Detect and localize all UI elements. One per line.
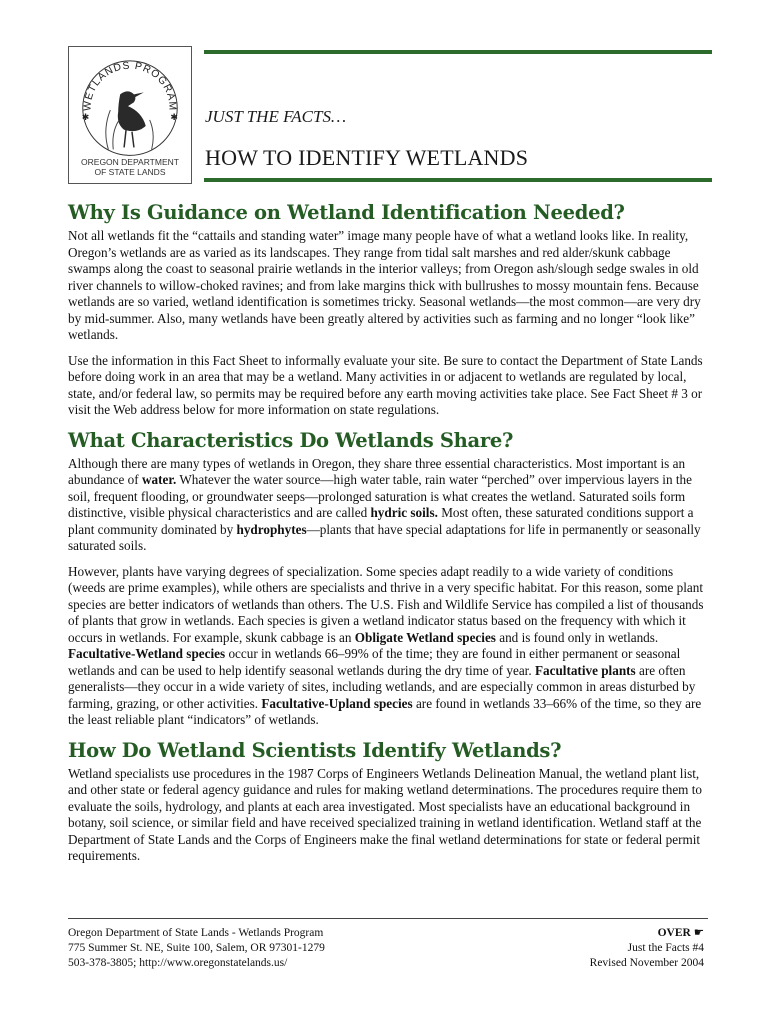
section-characteristics [68, 429, 708, 729]
svg-text:✱: ✱ [81, 111, 90, 122]
footer-phone-web: 503-378-3805; http://www.oregonstatelands.us/ [68, 957, 288, 969]
header-bottom-rule [204, 178, 712, 182]
footer-org: Oregon Department of State Lands - Wetlands Program [68, 927, 324, 939]
text-run: Most often, these saturated conditions support a plant community dominated by [68, 505, 694, 537]
bold-term: Obligate Wetland species [354, 629, 496, 645]
paragraph [68, 564, 708, 729]
section-heading: How Do Wetland Scientists Identify Wetlands? [68, 738, 562, 762]
bold-term: Facultative plants [534, 662, 636, 678]
footer-meta [590, 926, 704, 971]
paragraph: Use the information in this Fact Sheet to informally evaluate your site. Be sure to contact the Department of State Lands before doing work in an area that may be a wetland. Many activities in or adjacent to wetlands are regulated by local, state, and/or federal law, so permits may be required before any earth moving activities take place. See Fact Sheet # 3 or visit the Web address below for more information on state regulations. [68, 352, 703, 417]
paragraph [68, 456, 708, 555]
section-heading: Why Is Guidance on Wetland Identification Needed? [68, 201, 625, 224]
section-why-guidance [68, 201, 708, 419]
text-run: are often generalists—they occur in a wide variety of sites, including wetlands, and are especially common in areas disturbed by farming, grazing, or other activities. [68, 662, 696, 711]
bold-term: Facultative-Upland species [261, 695, 413, 711]
text-run: occur in wetlands 66–99% of the time; they are found in either permanent or seasonal wetlands and can be used to help identify seasonal wetlands during the dry time of year. [68, 646, 681, 678]
bold-term: water. [141, 472, 177, 487]
over-label: OVER [657, 927, 691, 939]
bold-term: hydrophytes [236, 521, 307, 537]
paragraph: Wetland specialists use procedures in the 1987 Corps of Engineers Wetlands Delineation Manual, the wetland plant list, and other state or federal agency guidance and rules for making wetland determinations. The procedures require them to evaluate the soils, hydrology, and plants at each area investigated. Most specialists have an educational background in botany, soil science, or similar field and have received specialized training in wetland identification. Wetland staff at the Department of State Lands and the Corps of Engineers make the final wetland determinations for state or federal permit requirements. [68, 765, 702, 863]
text-run: However, plants have varying degrees of specialization. Some species adapt readily to a wide variety of conditions (weeds are prime examples), while others are specialists and thrive in a very specific habitat. For this reason, some plant species are better indicators of wetlands than others. The U.S. Fish and Wildlife Service has compiled a list of thousands of plants that grow in wetlands. Each species is given a wetland indicator status based on the frequency with which it occurs in wetlands. For example, skunk cabbage is an [68, 563, 704, 645]
text-run: and is found only in wetlands. [495, 629, 659, 645]
page-title: HOW TO IDENTIFY WETLANDS [205, 145, 529, 170]
header-top-rule [204, 50, 712, 54]
logo-arc-text: WETLANDS PROGRAM [82, 60, 178, 112]
logo-org-line1: OREGON DEPARTMENT [81, 157, 179, 167]
text-run: are found in wetlands 33–66% of the time, so they are the least reliable plant “indicators” of wetlands. [68, 695, 702, 727]
series-kicker: JUST THE FACTS… [205, 107, 347, 126]
footer-address: 775 Summer St. NE, Suite 100, Salem, OR 97301-1279 [68, 942, 325, 954]
text-run: Whatever the water source—high water table, rain water “perched” over impervious layers in the soil, frequent flooding, or groundwater seeps—prolonged saturation is what creates the wetland. Saturated soils form distinctive, visible physical characteristics and are called [68, 472, 692, 520]
bold-term: hydric soils. [370, 505, 438, 520]
wetlands-program-logo [68, 46, 192, 184]
text-run: Although there are many types of wetlands in Oregon, they share three essential characteristics. Most important is an abundance of [68, 455, 686, 487]
revision-date: Revised November 2004 [589, 957, 704, 969]
logo-org-line2: OF STATE LANDS [94, 167, 166, 177]
paragraph: Not all wetlands fit the “cattails and standing water” image many people have of what a wetland looks like. In reality, Oregon’s wetlands are as varied as its landscapes. They range from tidal salt marshes and red alder/skunk cabbage swamps along the coast to seasonal prairie wetlands in the interior valleys; from Oregon ash/slough sedge swales in old river channels to willow-choked ravines; and from lake margins thick with bullrushes to mossy mountain fens. Because wetlands are so varied, wetland identification is sometimes tricky. Seasonal wetlands—the most common—are very dry by mid-summer. Also, many wetlands have been greatly altered by activities such as farming and no longer “look like” wetlands. [68, 228, 701, 342]
footer-rule [68, 918, 708, 919]
text-run: —plants that have special adaptations for life in permanently or seasonally saturated soils. [68, 521, 701, 553]
logo-org-name [69, 157, 191, 177]
main-content [68, 201, 708, 874]
footer-contact [68, 926, 325, 971]
section-heading: What Characteristics Do Wetlands Share? [68, 428, 514, 452]
bold-term: Facultative-Wetland species [68, 646, 226, 661]
section-how-identify [68, 739, 708, 865]
pointing-hand-icon: ☛ [693, 927, 704, 939]
svg-text:✱: ✱ [170, 111, 178, 122]
fact-sheet-number: Just the Facts #4 [627, 942, 704, 954]
